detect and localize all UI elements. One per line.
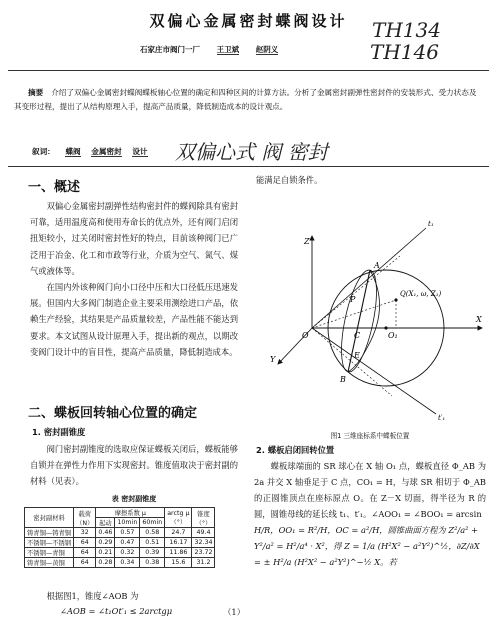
- table-subheader-60min: 60min: [140, 518, 165, 528]
- table-cell: 24.7: [165, 528, 192, 538]
- table-header-material: 密封副材料: [25, 508, 74, 528]
- table-cell: 31.2: [192, 558, 215, 568]
- subsection-2-1-text: 阀门密封副锥度的选取应保证蝶板关闭后，蝶板能够自锁并在弹性力作用下实现密封。锥度值取决于密封副的材料（见表）。: [30, 444, 238, 487]
- cone-line-bottom: [312, 328, 436, 414]
- table-cell: 11.86: [165, 548, 192, 558]
- table-cell: 0.21: [96, 548, 115, 558]
- section-1-paragraph-1: 双偏心金属密封副弹性结构密封件的蝶阀除具有密封可靠，适用温度高和使用寿命长的优点外，还有阀门启闭扭矩较小，过关闭时密封性好的特点，目前该种阀门已广泛用于冶金、化工和市政等行业，介质为空气、氮气、煤气或液体等。: [30, 201, 238, 276]
- label-z: Z: [304, 237, 310, 246]
- table-cell: 64: [74, 558, 96, 568]
- equation-1: [60, 606, 245, 616]
- keywords: [32, 146, 156, 157]
- equation-line-c: = ± H²/a (H²X² − a²Y²)^−½ X。若: [254, 557, 397, 567]
- friction-table: [24, 507, 215, 568]
- figure-1-caption: 图1 三维座标系中蝶板位置: [330, 432, 410, 440]
- table-row: [25, 558, 215, 568]
- table-cell: 0.34: [115, 558, 140, 568]
- subsection-2-2-paragraph: 蝶板球端面的 SR 球心在 X 轴 O₁ 点，蝶板直径 Φ_AB 为 2a 并交 X 轴垂足于 C 点，CO₁ = H，与球 SR 相切于 Φ_AB 的正圆锥顶点在座标原点 O。在 Z－X 切面，得半径为 R 的圆，圆锥母线的延长线 t₁、t′₁。∠AOO₁ = ∠BOO₁ = arcsin: [254, 461, 486, 519]
- table-row: [25, 548, 215, 558]
- table-cell: 0.46: [96, 528, 115, 538]
- equation-line-b: Y²/a² = H²/a⁴ · X²，得 Z = 1/a (H²X² − a²Y²)^½，∂Z/∂X: [254, 541, 480, 551]
- handwritten-keywords: 双偏心式 阀 密封: [175, 140, 328, 164]
- table-cell: 23.72: [192, 548, 215, 558]
- friction-table-wrap: [24, 507, 215, 568]
- table-cell: 0.29: [96, 538, 115, 548]
- right-top-text: 能满足自锁条件。: [256, 175, 323, 185]
- table-cell: 0.51: [140, 538, 165, 548]
- table-cell: 0.28: [96, 558, 115, 568]
- table-header-mu: 摩擦系数 μ: [96, 508, 165, 518]
- table-header-arctg: arctg μ （°）: [165, 508, 192, 528]
- abstract-text: 介绍了双偏心金属密封蝶阀蝶板轴心位置的确定和四种区间的计算方法。分析了金属密封副弹性密封件的安装形式、受力状态及其变形过程，提出了从结构原理入手，提高产品质量，降低制造成本的设计观点。: [14, 88, 477, 111]
- equation-1-body: ∠AOB = ∠t₁Ot′₁ ≤ 2arctgμ: [60, 606, 173, 616]
- table-row: [25, 528, 215, 538]
- point-q: [394, 298, 397, 301]
- table-cell: 铸青铜—铸青铜: [25, 528, 74, 538]
- label-t1-prime: t′₁: [438, 414, 446, 422]
- section-1-heading: 一、概述: [28, 180, 81, 195]
- section-2-heading: 二、蝶板回转轴心位置的确定: [28, 406, 198, 421]
- handwritten-code-2: TH146: [370, 40, 439, 64]
- equation-1-number: （1）: [223, 607, 245, 617]
- line-to-q: [312, 300, 396, 328]
- section-1-paragraph-2: 在国内外该种阀门向小口径中压和大口径低压迅速发展。但国内大多阀门制造企业主要采用测绘进口产品，依赖生产经验，其结果是产品质量较差，产品性能不能达到要求。本文试图从设计原理入手，提出新的观点，以期改变阀门设计中的盲目性，提高产品质量，降低制造成本。: [30, 282, 238, 357]
- table-subheader-10min: 10min: [115, 518, 140, 528]
- keywords-label: 叙词：: [32, 147, 55, 156]
- table-subheader-start: 起动: [96, 518, 115, 528]
- label-o1: O₁: [388, 331, 398, 340]
- label-x: X: [476, 315, 482, 324]
- author-2: 赵阴义: [255, 45, 279, 54]
- table-cell: 0.39: [140, 548, 165, 558]
- after-table-paragraph: 根据图1，锥度∠AOB 为: [46, 591, 139, 601]
- subsection-2-2-heading: 2. 蝶板启闭回转位置: [256, 445, 335, 455]
- keyword-2: 金属密封: [91, 147, 122, 156]
- table-cell: 64: [74, 548, 96, 558]
- label-e: E: [354, 351, 360, 360]
- abstract: [14, 86, 484, 114]
- top-rule: [8, 70, 489, 71]
- table-cell: 0.47: [115, 538, 140, 548]
- label-o: O: [302, 331, 309, 340]
- equation-line-a: H/R，OO₁ = R²/H，OC = a²/H，圆锥曲面方程为 Z²/a² +: [254, 525, 479, 535]
- table-cell: 16.17: [165, 538, 192, 548]
- figure-1: [250, 196, 490, 426]
- after-table-text: [30, 588, 238, 604]
- label-b: B: [340, 375, 346, 384]
- table-cell: 32.34: [192, 538, 215, 548]
- table-caption: 表 密封副锥度: [111, 495, 157, 503]
- label-p: P: [350, 295, 356, 304]
- label-c: C: [354, 331, 361, 340]
- table-header-load: 载荷 （N）: [74, 508, 96, 528]
- table-cell: 15.6: [165, 558, 192, 568]
- point-o1: [384, 326, 387, 329]
- section-1-body: [30, 198, 238, 360]
- subsection-2-2-body: [254, 458, 486, 570]
- table-header-taper: 锥度 （°）: [192, 508, 215, 528]
- keywords-rule: [8, 166, 489, 167]
- table-cell: 49.4: [192, 528, 215, 538]
- handwritten-code-1: TH134: [372, 18, 441, 42]
- table-cell: 64: [74, 538, 96, 548]
- table-cell: 32: [74, 528, 96, 538]
- authors-line: [140, 44, 292, 55]
- keyword-1: 蝶阀: [65, 147, 81, 156]
- table-cell: 铸青铜—黄铜: [25, 558, 74, 568]
- cone-inner-top: [312, 256, 400, 328]
- table-cell: 0.58: [140, 528, 165, 538]
- table-cell: 不锈钢—不锈钢: [25, 538, 74, 548]
- label-a: A: [374, 261, 380, 270]
- keyword-3: 设计: [132, 147, 148, 156]
- author-1: 王卫斌: [216, 45, 240, 54]
- cone-inner-bottom: [312, 328, 392, 396]
- table-cell: 0.38: [140, 558, 165, 568]
- table-cell: 0.32: [115, 548, 140, 558]
- subsection-2-1-body: [30, 441, 238, 490]
- cone-line-top: [312, 228, 426, 328]
- table-row: [25, 538, 215, 548]
- table-cell: 不锈钢—青铜: [25, 548, 74, 558]
- label-q-coord: Q(X₁, ω, Z₁): [400, 290, 442, 298]
- paper-title: 双偏心金属密封蝶阀设计: [149, 12, 348, 30]
- table-cell: 0.57: [115, 528, 140, 538]
- label-y: Y: [270, 355, 276, 364]
- author-affiliation: 石家庄市阀门一厂: [140, 45, 200, 54]
- subsection-2-1-heading: 1. 密封副锥度: [32, 427, 86, 437]
- label-t1: t₁: [428, 220, 434, 228]
- abstract-label: 摘要: [28, 88, 44, 97]
